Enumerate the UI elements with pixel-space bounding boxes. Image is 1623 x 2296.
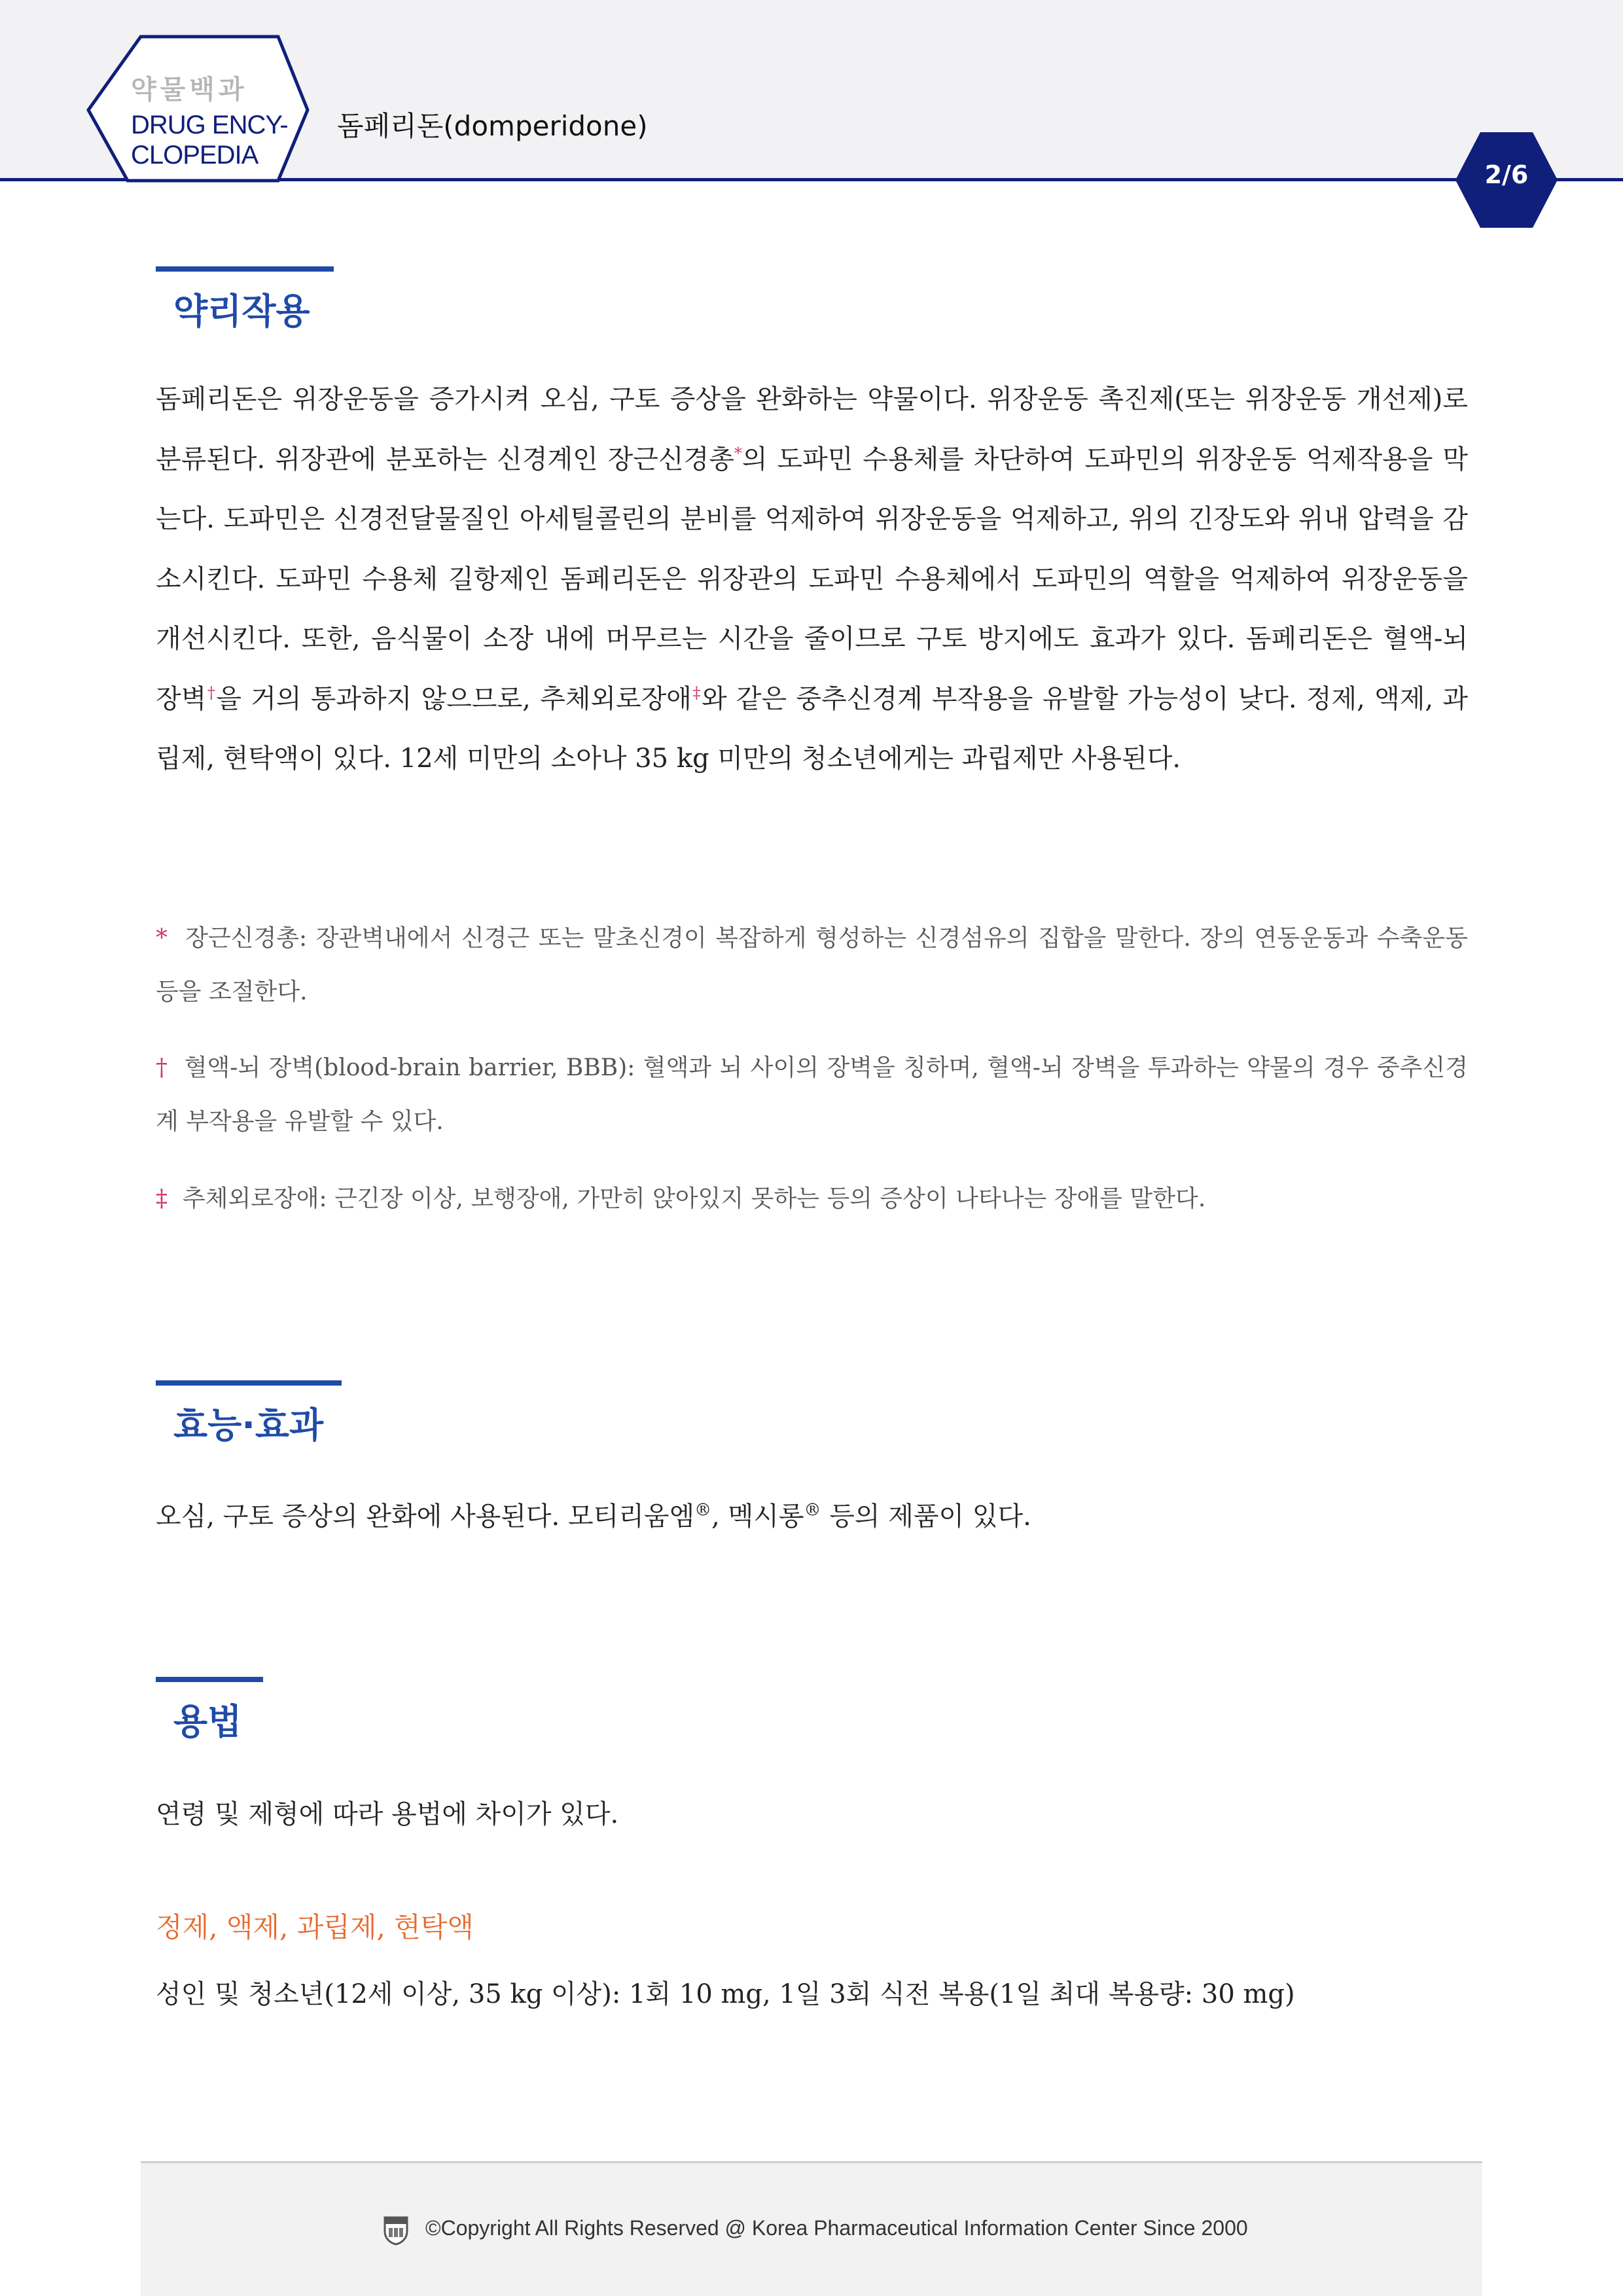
footnote-double-dagger xyxy=(156,1172,1468,1226)
dosage-adult: 성인 및 청소년(12세 이상, 35 kg 이상): 1회 10 mg, 1일 3회 식전 복용(1일 최대 복용량: 30 mg) xyxy=(156,1979,1295,2009)
registered-mark: ® xyxy=(804,1500,821,1520)
efficacy-text-1: 오심, 구토 증상의 완화에 사용된다. 모티리움엠 xyxy=(156,1501,695,1532)
footnote-ref-double-dagger: ‡ xyxy=(691,683,702,702)
footnote-mark-dagger: † xyxy=(156,1054,168,1081)
footnote-text-dagger: 혈액-뇌 장벽(blood-brain barrier, BBB): 혈액과 뇌 사이의 장벽을 칭하며, 혈액-뇌 장벽을 투과하는 약물의 경우 중추신경계 부작용을 유발할 수 있다. xyxy=(156,1054,1469,1135)
kpic-shield-icon xyxy=(383,2215,409,2246)
pharmacology-text-1: 돔페리돈은 위장운동을 증가시켜 오심, 구토 증상을 완화하는 약물이다. 위장운동 촉진제(또는 위장운동 개선제)로 분류된다. 위장관에 분포하는 신경계인 장근신경총 xyxy=(156,384,1468,475)
logo-korean: 약물백과 xyxy=(131,75,248,105)
document-title: 돔페리돈(domperidone) xyxy=(337,110,648,142)
section-title-efficacy: 효능·효과 xyxy=(173,1405,324,1446)
page-number: 2/6 xyxy=(1484,160,1529,189)
footnote-text-double-dagger: 추체외로장애: 근긴장 이상, 보행장애, 가만히 앉아있지 못하는 등의 증상이 나타나는 장애를 말한다. xyxy=(182,1185,1206,1212)
efficacy-text-2: , 멕시롱 xyxy=(711,1501,804,1532)
registered-mark: ® xyxy=(694,1500,712,1520)
pharmacology-text-3: 을 거의 통과하지 않으므로, 추체외로장애 xyxy=(216,683,692,714)
pharmacology-paragraph xyxy=(156,370,1468,789)
section-bar-efficacy xyxy=(156,1380,342,1386)
logo-english-line1: DRUG ENCY- xyxy=(131,111,288,139)
pharmacology-text-4: 와 같은 중추신경계 부작용을 유발할 가능성이 낮다. 정제, 액제, 과립제, 현탁액이 있다. 12세 미만의 소아나 35 kg 미만의 청소년에게는 과립제만 사용된다. xyxy=(156,683,1468,774)
section-title-dosage: 용법 xyxy=(173,1701,242,1742)
footnote-dagger xyxy=(156,1041,1468,1149)
footnote-text-star: 장근신경총: 장관벽내에서 신경근 또는 말초신경이 복잡하게 형성하는 신경섬유의 집합을 말한다. 장의 연동운동과 수축운동 등을 조절한다. xyxy=(156,925,1468,1005)
logo-english-line2: CLOPEDIA xyxy=(131,141,259,170)
footnote-ref-star: * xyxy=(734,444,742,463)
footer-copyright: ©Copyright All Rights Reserved @ Korea Pharmaceutical Information Center Since 2000 xyxy=(425,2216,1248,2240)
footnote-mark-star: * xyxy=(156,925,168,952)
dosage-subheading: 정제, 액제, 과립제, 현탁액 xyxy=(156,1911,474,1943)
footnote-star xyxy=(156,912,1468,1019)
pharmacology-text-2: 의 도파민 수용체를 차단하여 도파민의 위장운동 억제작용을 막는다. 도파민은 신경전달물질인 아세틸콜린의 분비를 억제하여 위장운동을 억제하고, 위의 긴장도와 위내 압력을 감소시킨다. 도파민 수용체 길항제인 돔페리돈은 위장관의 도파민 수용체에서 도파민의 역할을 억제하여 위장운동을 개선시킨다. 또한, 음식물이 소장 내에 머무르는 시간을 줄이므로 구토 방지에도 효과가 있다. 돔페리돈은 혈액-뇌 장벽 xyxy=(156,444,1468,714)
section-bar-dosage xyxy=(156,1677,263,1682)
footnote-mark-double-dagger: ‡ xyxy=(156,1185,168,1212)
efficacy-text xyxy=(156,1496,1031,1533)
dosage-intro: 연령 및 제형에 따라 용법에 차이가 있다. xyxy=(156,1799,619,1829)
efficacy-text-3: 등의 제품이 있다. xyxy=(821,1501,1031,1532)
footnote-ref-dagger: † xyxy=(206,683,217,702)
section-bar-pharmacology xyxy=(156,266,334,272)
logo-english xyxy=(131,110,288,170)
section-title-pharmacology: 약리작용 xyxy=(173,291,310,332)
